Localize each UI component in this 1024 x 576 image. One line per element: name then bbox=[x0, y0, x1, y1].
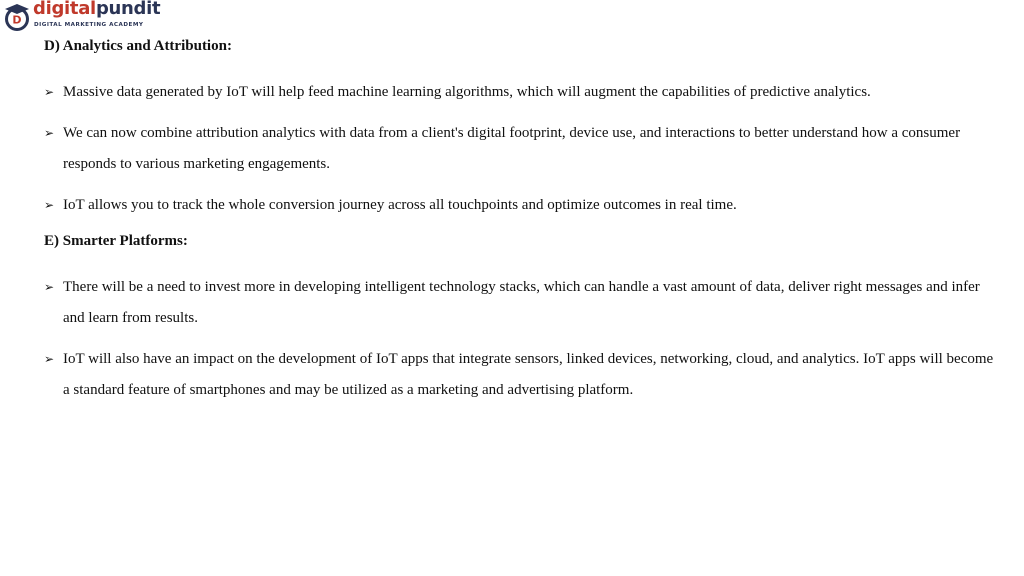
arrow-bullet-icon: ➢ bbox=[44, 352, 55, 366]
arrow-bullet-icon: ➢ bbox=[44, 85, 55, 99]
logo-word-pundit: pundit bbox=[95, 0, 161, 19]
section-heading: D) Analytics and Attribution: bbox=[44, 38, 232, 54]
brand-logo bbox=[0, 0, 161, 34]
svg-text:D: D bbox=[12, 13, 22, 27]
bullet-item bbox=[44, 118, 994, 180]
arrow-bullet-icon: ➢ bbox=[44, 126, 55, 140]
bullet-text: We can now combine attribution analytics with data from a client's digital footprint, device use, and interactions to better understand how a consumer responds to various marketing engagements. bbox=[63, 125, 961, 172]
bullet-text: IoT will also have an impact on the development of IoT apps that integrate sensors, linked devices, networking, cloud, and analytics. IoT apps will become a standard feature of smartphones and may be utilized as a marketing and advertising platform. bbox=[63, 351, 994, 398]
section-heading: E) Smarter Platforms: bbox=[44, 233, 188, 249]
logo-word-digital: digital bbox=[33, 0, 96, 19]
bullet-text: IoT allows you to track the whole conversion journey across all touchpoints and optimize outcomes in real time. bbox=[63, 197, 737, 213]
section-smarter-platforms bbox=[44, 231, 994, 406]
bullet-item bbox=[44, 344, 994, 406]
bullet-item bbox=[44, 77, 994, 108]
bullet-item bbox=[44, 272, 994, 334]
logo-wordmark bbox=[33, 0, 160, 20]
section-analytics bbox=[44, 36, 994, 221]
arrow-bullet-icon: ➢ bbox=[44, 280, 55, 294]
bullet-item bbox=[44, 190, 994, 221]
logo-tagline: DIGITAL MARKETING ACADEMY bbox=[34, 22, 144, 28]
bullet-text: Massive data generated by IoT will help feed machine learning algorithms, which will augment the capabilities of predictive analytics. bbox=[63, 84, 871, 100]
arrow-bullet-icon: ➢ bbox=[44, 198, 55, 212]
graduation-cap-logo-icon bbox=[2, 2, 32, 32]
slide-content bbox=[44, 36, 994, 416]
bullet-text: There will be a need to invest more in developing intelligent technology stacks, which can handle a vast amount of data, deliver right messages and infer and learn from results. bbox=[63, 279, 980, 326]
